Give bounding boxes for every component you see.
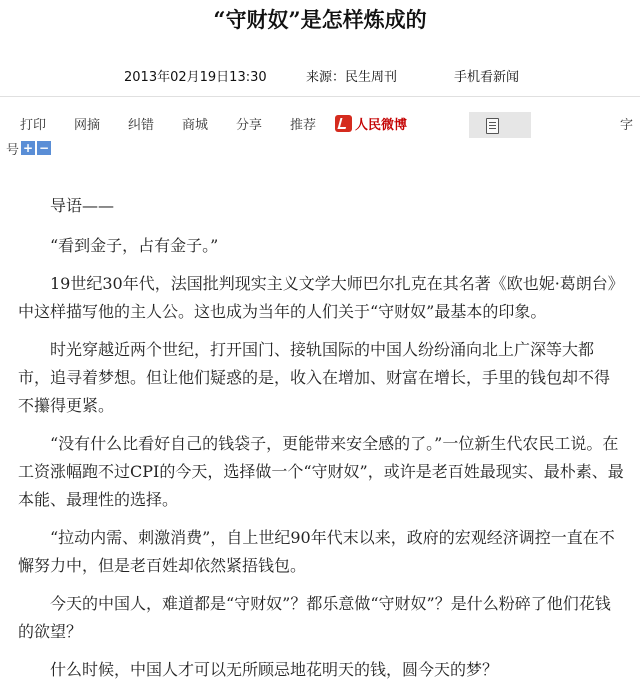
article-paragraph: “拉动内需、刺激消费”，自上世纪90年代末以来，政府的宏观经济调控一直在不懈努力中，但是老百姓却依然紧捂钱包。 [18,528,615,575]
article-title: “守财奴”是怎样炼成的 [213,7,427,32]
article-paragraph: 导语—— [50,196,115,215]
mall-link[interactable]: 商城 [182,118,209,133]
mobile-news-link[interactable]: 手机看新闻 [454,70,520,85]
article-paragraph: 19世纪30年代，法国批判现实主义文学大师巴尔扎克在其名著《欧也妮·葛朗台》中这样描写他的主人公。这也成为当年的人们关于“守财奴”最基本的印象。 [18,274,624,321]
font-size-label-part2: 号 [6,142,20,158]
bookmark-link[interactable]: 网摘 [74,118,101,133]
article-paragraph: “没有什么比看好自己的钱袋子，更能带来安全感的了。”一位新生代农民工说。在工资涨幅跑不过CPI的今天，选择做一个“守财奴”，或许是老百姓最现实、最朴素、最本能、最理性的选择。 [18,434,624,509]
share-link[interactable]: 分享 [236,118,263,133]
article-body [18,192,624,694]
people-weibo-logo-icon [335,115,352,132]
article-source: 来源：民生周刊 [306,70,398,85]
article-paragraph: “看到金子，占有金子。” [50,236,219,255]
recommend-link[interactable]: 推荐 [290,118,317,133]
font-size-label-part1: 字 [620,118,634,133]
header-divider [0,96,640,97]
font-size-controls [6,140,51,156]
article-paragraph: 什么时候，中国人才可以无所顾忌地花明天的钱，圆今天的梦？ [50,660,499,679]
font-increase-button[interactable]: + [22,141,34,155]
font-decrease-button[interactable]: − [38,141,50,155]
people-weibo-label: 人民微博 [355,117,408,133]
print-button[interactable] [469,112,531,138]
article-toolbar [0,108,640,156]
report-error-link[interactable]: 纠错 [128,118,155,133]
article-paragraph: 今天的中国人，难道都是“守财奴”？都乐意做“守财奴”？是什么粉碎了他们花钱的欲望？ [18,594,611,641]
publish-date: 2013年02月19日13:30 [124,70,267,85]
article-meta [0,66,640,86]
article-paragraph: 时光穿越近两个世纪，打开国门、接轨国际的中国人纷纷涌向北上广深等大都市，追寻着梦想。但让他们疑惑的是，收入在增加、财富在增长，手里的钱包却不得不攥得更紧。 [18,340,611,415]
document-icon [486,118,499,134]
people-weibo-share[interactable] [335,113,407,133]
print-link[interactable]: 打印 [20,118,47,133]
